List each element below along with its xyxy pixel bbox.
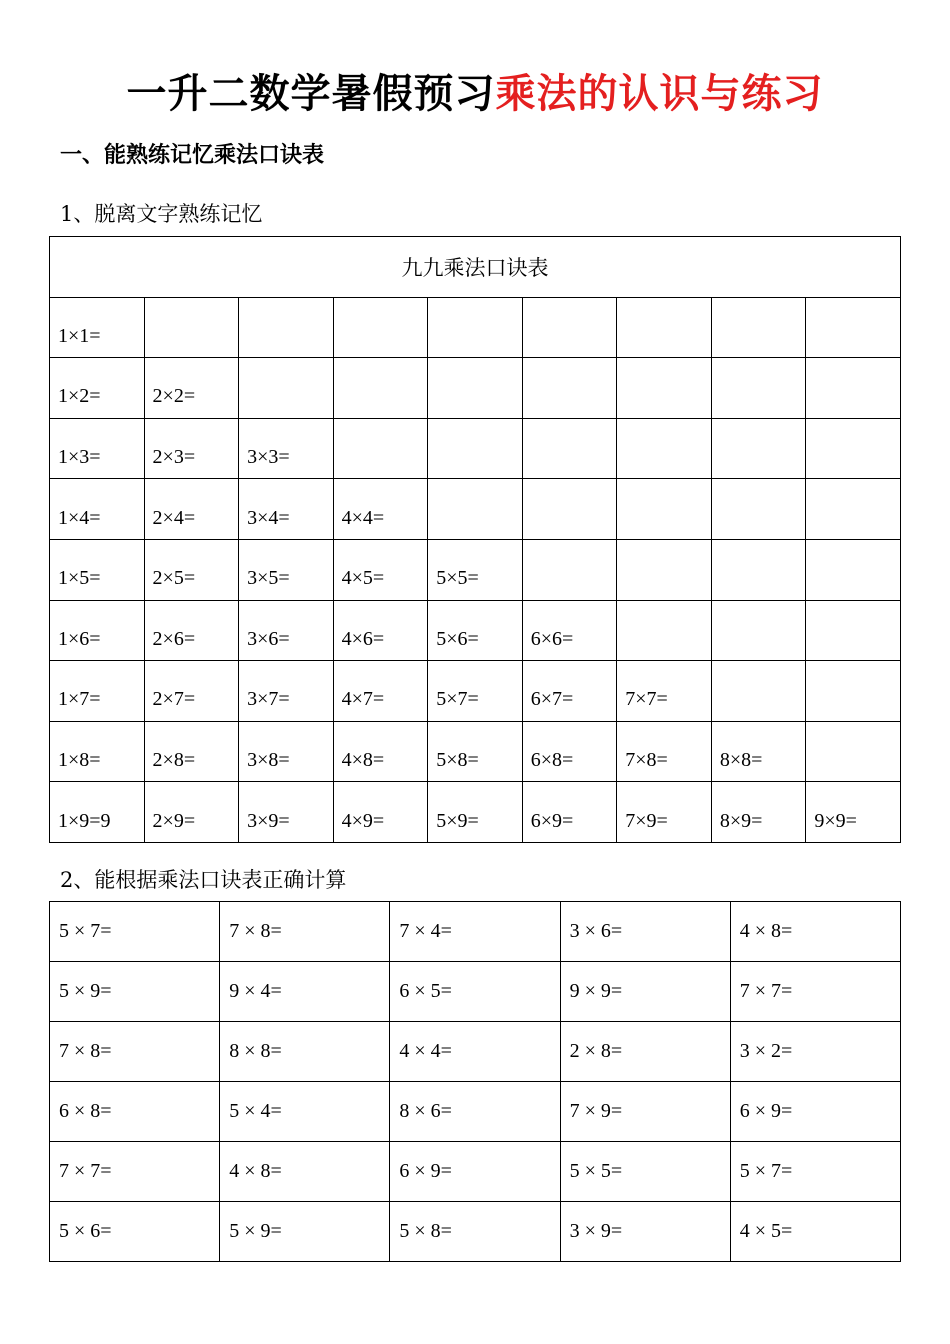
- table-cell: [522, 358, 617, 419]
- table-row: [50, 297, 901, 358]
- table-row: [50, 661, 901, 722]
- practice-cell: 7 × 9=: [560, 1082, 730, 1142]
- table-cell: 6×6=: [522, 600, 617, 661]
- table-cell: 2×7=: [144, 661, 239, 722]
- table-cell: [239, 358, 334, 419]
- table-cell: 2×8=: [144, 721, 239, 782]
- practice-cell: 5 × 9=: [50, 962, 220, 1022]
- table-cell: 1×3=: [50, 418, 145, 479]
- table-cell: 5×9=: [428, 782, 523, 843]
- practice-cell: 3 × 9=: [560, 1202, 730, 1262]
- table-caption: 九九乘法口诀表: [50, 237, 901, 298]
- table-cell: 2×4=: [144, 479, 239, 540]
- practice-cell: 7 × 4=: [390, 902, 560, 962]
- table-cell: [806, 418, 901, 479]
- table-cell: [806, 358, 901, 419]
- table-cell: [522, 479, 617, 540]
- table-cell: 5×8=: [428, 721, 523, 782]
- table-cell: 8×8=: [711, 721, 806, 782]
- table-cell: 4×6=: [333, 600, 428, 661]
- table-cell: [333, 297, 428, 358]
- practice-row: [50, 902, 901, 962]
- table-cell: [806, 539, 901, 600]
- table-cell: [806, 721, 901, 782]
- table-cell: 4×9=: [333, 782, 428, 843]
- table-row: [50, 479, 901, 540]
- practice-cell: 7 × 8=: [50, 1022, 220, 1082]
- table-cell: [617, 358, 712, 419]
- table-cell: [522, 297, 617, 358]
- practice-cell: 6 × 8=: [50, 1082, 220, 1142]
- table-cell: 1×5=: [50, 539, 145, 600]
- subheading-calculate: 2、能根据乘法口诀表正确计算: [60, 868, 347, 892]
- practice-cell: 5 × 5=: [560, 1142, 730, 1202]
- table-cell: 7×9=: [617, 782, 712, 843]
- practice-cell: 6 × 5=: [390, 962, 560, 1022]
- table-row: [50, 418, 901, 479]
- table-cell: 3×8=: [239, 721, 334, 782]
- practice-cell: 7 × 7=: [730, 962, 900, 1022]
- table-cell: 4×5=: [333, 539, 428, 600]
- table-cell: 2×5=: [144, 539, 239, 600]
- practice-cell: 9 × 4=: [220, 962, 390, 1022]
- practice-cell: 4 × 8=: [220, 1142, 390, 1202]
- table-cell: [711, 539, 806, 600]
- practice-row: [50, 1202, 901, 1262]
- multiplication-table: [49, 236, 901, 843]
- table-row: [50, 721, 901, 782]
- title-black-part: 一升二数学暑假预习: [126, 71, 496, 117]
- table-cell: 3×6=: [239, 600, 334, 661]
- table-cell: 7×8=: [617, 721, 712, 782]
- table-cell: [711, 297, 806, 358]
- table-row: [50, 358, 901, 419]
- table-cell: [522, 539, 617, 600]
- table-cell: 4×4=: [333, 479, 428, 540]
- title-red-part: 乘法的认识与练习: [495, 71, 824, 117]
- table-cell: 1×2=: [50, 358, 145, 419]
- table-cell: 1×4=: [50, 479, 145, 540]
- table-cell: [711, 418, 806, 479]
- table-cell: 4×8=: [333, 721, 428, 782]
- table-cell: [617, 539, 712, 600]
- table-row: [50, 539, 901, 600]
- table-cell: 1×9=9: [50, 782, 145, 843]
- table-cell: 2×3=: [144, 418, 239, 479]
- practice-cell: 8 × 8=: [220, 1022, 390, 1082]
- table-cell: 2×6=: [144, 600, 239, 661]
- practice-cell: 7 × 7=: [50, 1142, 220, 1202]
- table-cell: [428, 358, 523, 419]
- table-cell: [711, 358, 806, 419]
- table-cell: 7×7=: [617, 661, 712, 722]
- table-cell: 1×8=: [50, 721, 145, 782]
- practice-cell: 5 × 7=: [730, 1142, 900, 1202]
- table-cell: [333, 418, 428, 479]
- table-cell: [428, 418, 523, 479]
- practice-cell: 8 × 6=: [390, 1082, 560, 1142]
- table-cell: 6×9=: [522, 782, 617, 843]
- practice-table: [49, 901, 901, 1262]
- table-cell: [806, 600, 901, 661]
- subheading-memorize: 1、脱离文字熟练记忆: [60, 202, 263, 226]
- table-cell: [806, 297, 901, 358]
- table-cell: 5×7=: [428, 661, 523, 722]
- table-cell: 8×9=: [711, 782, 806, 843]
- practice-cell: 3 × 6=: [560, 902, 730, 962]
- practice-row: [50, 1022, 901, 1082]
- table-cell: 3×9=: [239, 782, 334, 843]
- table-cell: 1×7=: [50, 661, 145, 722]
- table-cell: 1×6=: [50, 600, 145, 661]
- practice-cell: 5 × 6=: [50, 1202, 220, 1262]
- table-cell: [806, 661, 901, 722]
- table-cell: [239, 297, 334, 358]
- practice-row: [50, 962, 901, 1022]
- practice-cell: 4 × 4=: [390, 1022, 560, 1082]
- table-cell: [428, 297, 523, 358]
- practice-cell: 5 × 7=: [50, 902, 220, 962]
- table-row: [50, 782, 901, 843]
- page-title: [0, 64, 950, 124]
- practice-cell: 4 × 8=: [730, 902, 900, 962]
- table-cell: [806, 479, 901, 540]
- table-cell: 3×7=: [239, 661, 334, 722]
- table-cell: [522, 418, 617, 479]
- table-cell: 3×5=: [239, 539, 334, 600]
- practice-cell: 2 × 8=: [560, 1022, 730, 1082]
- table-cell: [711, 479, 806, 540]
- table-cell: [617, 600, 712, 661]
- table-cell: 3×4=: [239, 479, 334, 540]
- table-cell: 2×2=: [144, 358, 239, 419]
- practice-cell: 5 × 8=: [390, 1202, 560, 1262]
- table-cell: 5×5=: [428, 539, 523, 600]
- table-cell: 9×9=: [806, 782, 901, 843]
- practice-cell: 7 × 8=: [220, 902, 390, 962]
- practice-cell: 6 × 9=: [390, 1142, 560, 1202]
- section-heading: 一、能熟练记忆乘法口诀表: [60, 143, 325, 168]
- table-cell: 6×7=: [522, 661, 617, 722]
- table-cell: [617, 418, 712, 479]
- practice-cell: 9 × 9=: [560, 962, 730, 1022]
- practice-row: [50, 1082, 901, 1142]
- table-cell: 4×7=: [333, 661, 428, 722]
- table-cell: [711, 661, 806, 722]
- table-row: [50, 600, 901, 661]
- practice-cell: 4 × 5=: [730, 1202, 900, 1262]
- table-cell: [617, 479, 712, 540]
- table-cell: 5×6=: [428, 600, 523, 661]
- table-cell: [428, 479, 523, 540]
- practice-row: [50, 1142, 901, 1202]
- practice-cell: 3 × 2=: [730, 1022, 900, 1082]
- table-cell: [333, 358, 428, 419]
- table-cell: [144, 297, 239, 358]
- table-cell: 3×3=: [239, 418, 334, 479]
- table-cell: [617, 297, 712, 358]
- table-cell: 6×8=: [522, 721, 617, 782]
- practice-cell: 5 × 9=: [220, 1202, 390, 1262]
- table-cell: 1×1=: [50, 297, 145, 358]
- practice-cell: 5 × 4=: [220, 1082, 390, 1142]
- practice-cell: 6 × 9=: [730, 1082, 900, 1142]
- table-cell: 2×9=: [144, 782, 239, 843]
- table-cell: [711, 600, 806, 661]
